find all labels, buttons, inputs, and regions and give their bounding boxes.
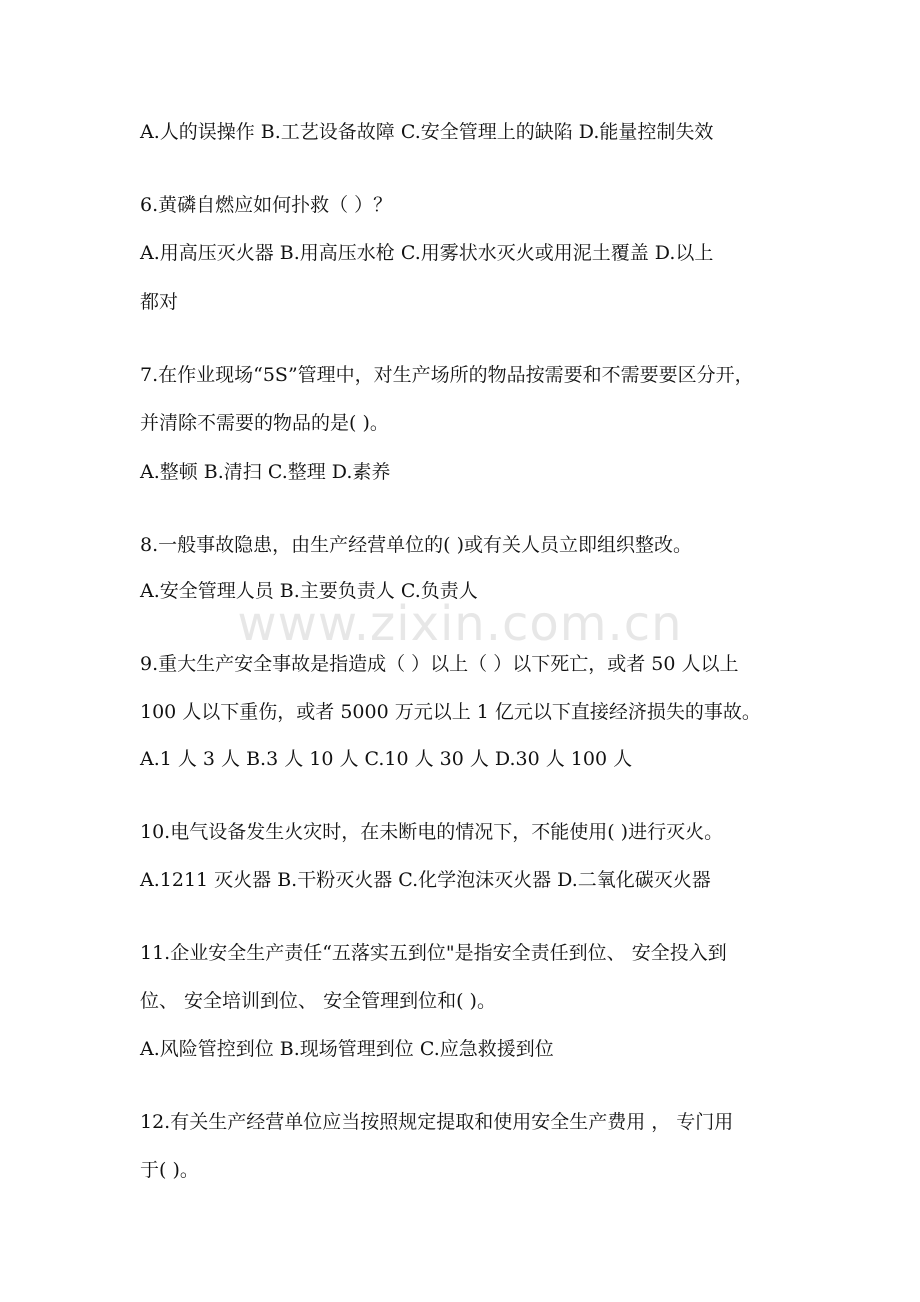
question-7: 7.在作业现场“5S”管理中，对生产场所的物品按需要和不需要要区分开， [140,364,754,386]
option-line-q6-cont: 都对 [140,291,179,313]
option-line-q6: A.用高压灭火器 B.用高压水枪 C.用雾状水灭火或用泥土覆盖 D.以上 [140,242,714,264]
option-line-q10: A.1211 灭火器 B.干粉灭火器 C.化学泡沫灭火器 D.二氧化碳灭火器 [140,869,711,891]
option-line-q9: A.1 人 3 人 B.3 人 10 人 C.10 人 30 人 D.30 人 100 人 [140,748,633,770]
question-12-cont: 于( )。 [140,1159,199,1181]
question-10: 10.电气设备发生火灾时，在未断电的情况下，不能使用( )进行灭火。 [140,821,724,843]
question-9: 9.重大生产安全事故是指造成（ ）以上（ ）以下死亡，或者 50 人以上 [140,653,739,675]
question-6: 6.黄磷自燃应如何扑救（ ）？ [140,194,393,216]
question-7-cont: 并清除不需要的物品的是( )。 [140,412,389,434]
question-11: 11.企业安全生产责任“五落实五到位"是指安全责任到位、 安全投入到 [140,942,727,964]
option-line-q7: A.整顿 B.清扫 C.整理 D.素养 [140,461,391,483]
question-8: 8.一般事故隐患，由生产经营单位的( )或有关人员立即组织整改。 [140,534,692,556]
option-line-q5: A.人的误操作 B.工艺设备故障 C.安全管理上的缺陷 D.能量控制失效 [140,121,714,143]
question-11-cont: 位、 安全培训到位、 安全管理到位和( )。 [140,990,496,1012]
question-12: 12.有关生产经营单位应当按照规定提取和使用安全生产费用 ， 专门用 [140,1111,734,1133]
option-line-q8: A.安全管理人员 B.主要负责人 C.负责人 [140,580,478,602]
question-9-cont: 100 人以下重伤，或者 5000 万元以上 1 亿元以下直接经济损失的事故。 [140,701,761,723]
watermark: www.zixin.com.cn [237,596,683,652]
option-line-q11: A.风险管控到位 B.现场管理到位 C.应急救援到位 [140,1038,554,1060]
